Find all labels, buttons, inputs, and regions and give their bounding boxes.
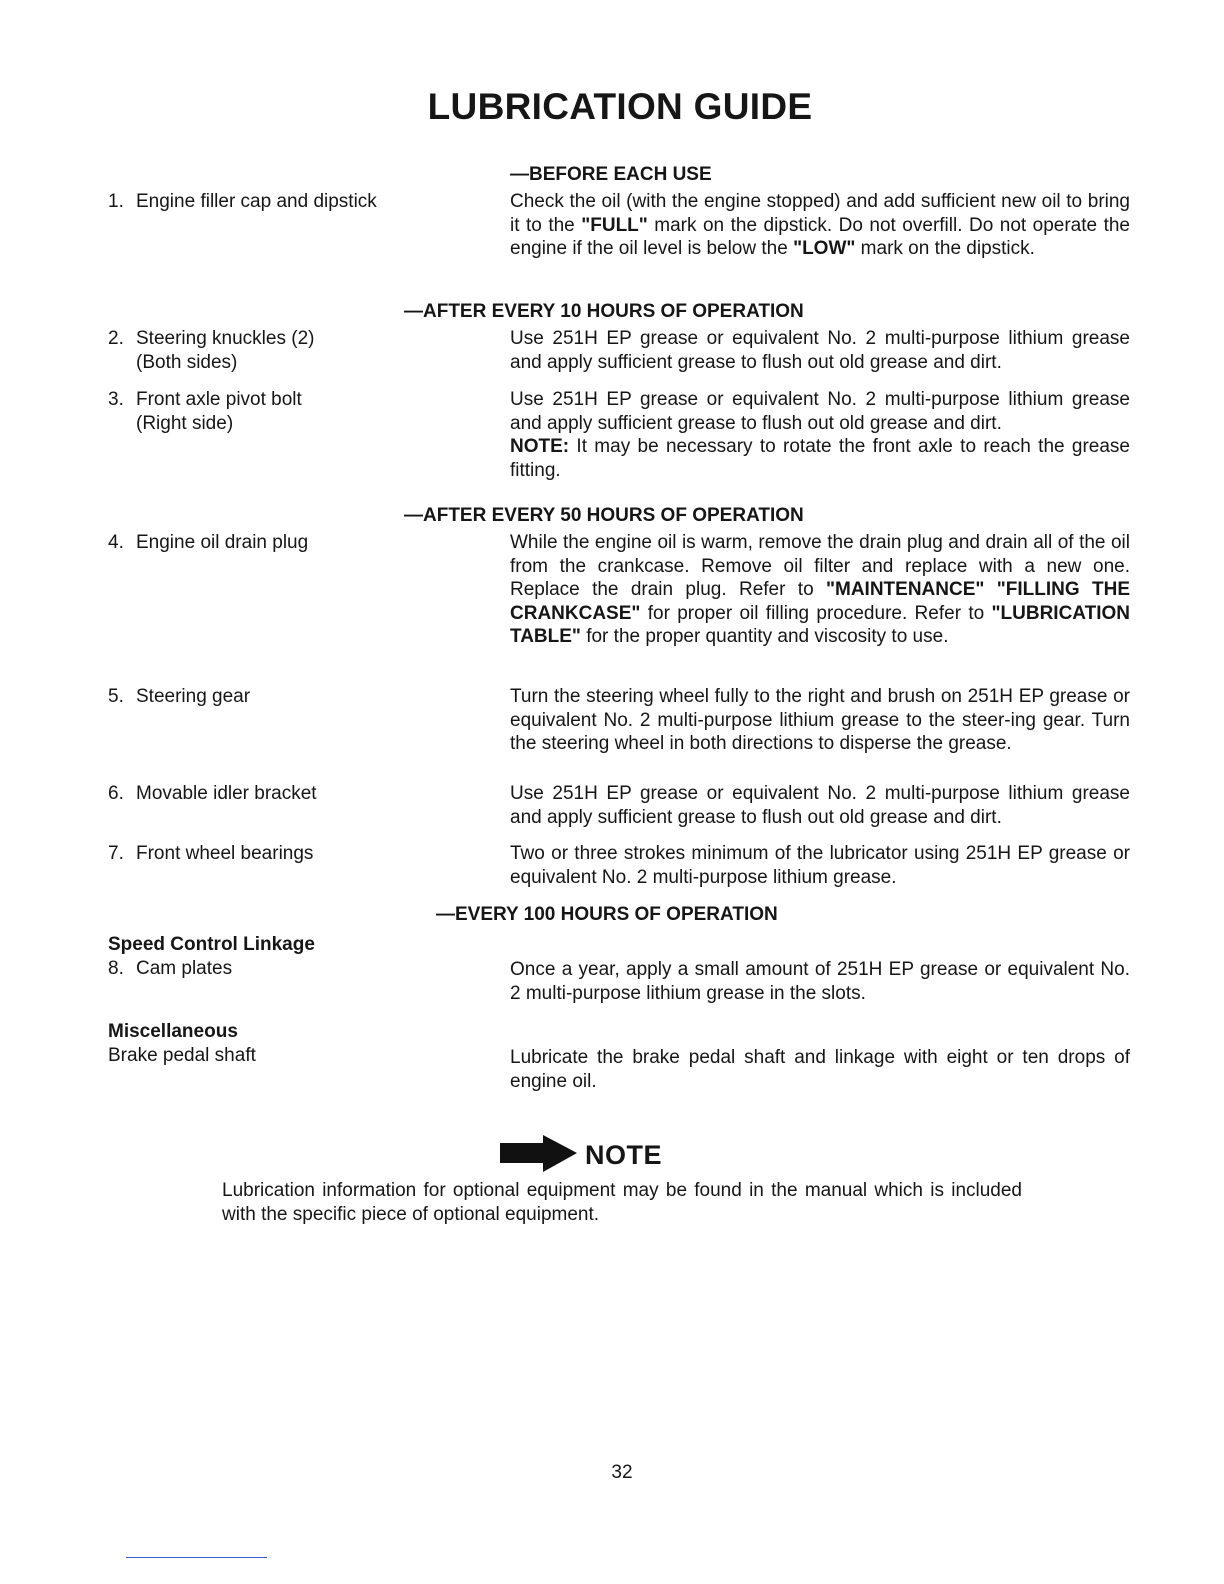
- desc-text: While the engine oil is warm, remove the drain plug and drain all of the oil from the crankcase. Remove oil filter and replace with a new one. Replace the drain plug. Refer to: [510, 532, 1130, 600]
- lube-item-1: [108, 190, 448, 214]
- item-name: Steering gear: [136, 686, 251, 707]
- desc-text: for the proper quantity and viscosity to use.: [580, 626, 949, 647]
- lube-item-2: [108, 327, 448, 374]
- description-5: Turn the steering wheel fully to the right and brush on 251H EP grease or equivalent No. 2 multi-purpose lithium grease to the steer-ing gear. Turn the steering wheel in both directions to disperse the grease.: [510, 686, 1130, 754]
- item-name: Movable idler bracket: [136, 783, 317, 804]
- note-text: Lubrication information for optional equipment may be found in the manual which is included with the specific piece of optional equipment.: [222, 1180, 1022, 1225]
- item-number: 7.: [108, 843, 124, 864]
- item-name: Engine oil drain plug: [136, 532, 309, 553]
- section-after-10-hours: —AFTER EVERY 10 HOURS OF OPERATION: [404, 301, 804, 322]
- lube-item-5: [108, 685, 448, 709]
- page-number: 32: [611, 1462, 633, 1483]
- description-2: Use 251H EP grease or equivalent No. 2 multi-purpose lithium grease and apply sufficient grease to flush out old grease and dirt.: [510, 328, 1130, 373]
- lube-item-misc: [108, 1020, 448, 1067]
- desc-bold: "MAINTENANCE" "FILLING THE CRANKCASE": [510, 579, 1130, 624]
- item-number: 1.: [108, 191, 124, 212]
- description-9: Lubricate the brake pedal shaft and linkage with eight or ten drops of engine oil.: [510, 1047, 1130, 1092]
- lube-item-3: [108, 388, 448, 435]
- desc-text: for proper oil filling procedure. Refer to: [640, 602, 992, 624]
- item-number: 4.: [108, 532, 124, 553]
- arrow-right-icon: [497, 1132, 577, 1178]
- item-number: 6.: [108, 783, 124, 804]
- desc-text: Check the oil (with the engine stopped) and add sufficient new oil to bring it to the: [510, 191, 1130, 236]
- desc-bold: "LOW": [793, 238, 856, 259]
- footer-rule: [126, 1557, 267, 1558]
- desc-text: It may be necessary to rotate the front axle to reach the grease fitting.: [510, 436, 1130, 481]
- desc-bold: "LUBRICATION TABLE": [510, 602, 1130, 647]
- section-before-each-use: —BEFORE EACH USE: [510, 164, 712, 185]
- description-1: [510, 190, 1130, 261]
- lube-item-8: [108, 933, 448, 980]
- lube-item-4: [108, 531, 448, 555]
- item-number: 2.: [108, 328, 124, 349]
- item-number: 3.: [108, 389, 124, 410]
- item-group-heading: Speed Control Linkage: [108, 934, 315, 955]
- desc-text: mark on the dipstick. Do not overfill. Do not operate the engine if the oil level is below the: [510, 214, 1130, 259]
- description-8: Once a year, apply a small amount of 251H EP grease or equivalent No. 2 multi-purpose lithium grease in the slots.: [510, 959, 1130, 1004]
- item-subnote: (Right side): [136, 412, 234, 434]
- description-6: Use 251H EP grease or equivalent No. 2 multi-purpose lithium grease and apply sufficient grease to flush out old grease and dirt.: [510, 783, 1130, 828]
- item-name: Brake pedal shaft: [108, 1044, 256, 1066]
- item-name: Steering knuckles (2): [136, 328, 315, 349]
- section-every-100-hours: —EVERY 100 HOURS OF OPERATION: [436, 904, 778, 925]
- item-subnote: (Both sides): [136, 351, 238, 373]
- item-number: 5.: [108, 686, 124, 707]
- page-title: LUBRICATION GUIDE: [427, 86, 813, 127]
- desc-text: mark on the dipstick.: [855, 238, 1035, 259]
- item-name: Front wheel bearings: [136, 843, 314, 864]
- lube-item-6: [108, 782, 448, 806]
- note-heading: [497, 1132, 717, 1178]
- desc-note-label: NOTE:: [510, 436, 570, 457]
- item-name: Cam plates: [136, 957, 233, 979]
- desc-bold: "FULL": [581, 214, 648, 236]
- description-4: [510, 531, 1130, 649]
- item-group-heading: Miscellaneous: [108, 1021, 238, 1042]
- item-number: 8.: [108, 957, 124, 979]
- item-name: Front axle pivot bolt: [136, 389, 302, 410]
- desc-text: Use 251H EP grease or equivalent No. 2 multi-purpose lithium grease and apply sufficient grease to flush out old grease and dirt.: [510, 389, 1130, 434]
- note-label: NOTE: [585, 1140, 663, 1170]
- item-name: Engine filler cap and dipstick: [136, 191, 377, 212]
- description-3: [510, 388, 1130, 482]
- description-7: Two or three strokes minimum of the lubricator using 251H EP grease or equivalent No. 2 multi-purpose lithium grease.: [510, 843, 1130, 888]
- lube-item-7: [108, 842, 448, 866]
- section-after-50-hours: —AFTER EVERY 50 HOURS OF OPERATION: [404, 505, 804, 526]
